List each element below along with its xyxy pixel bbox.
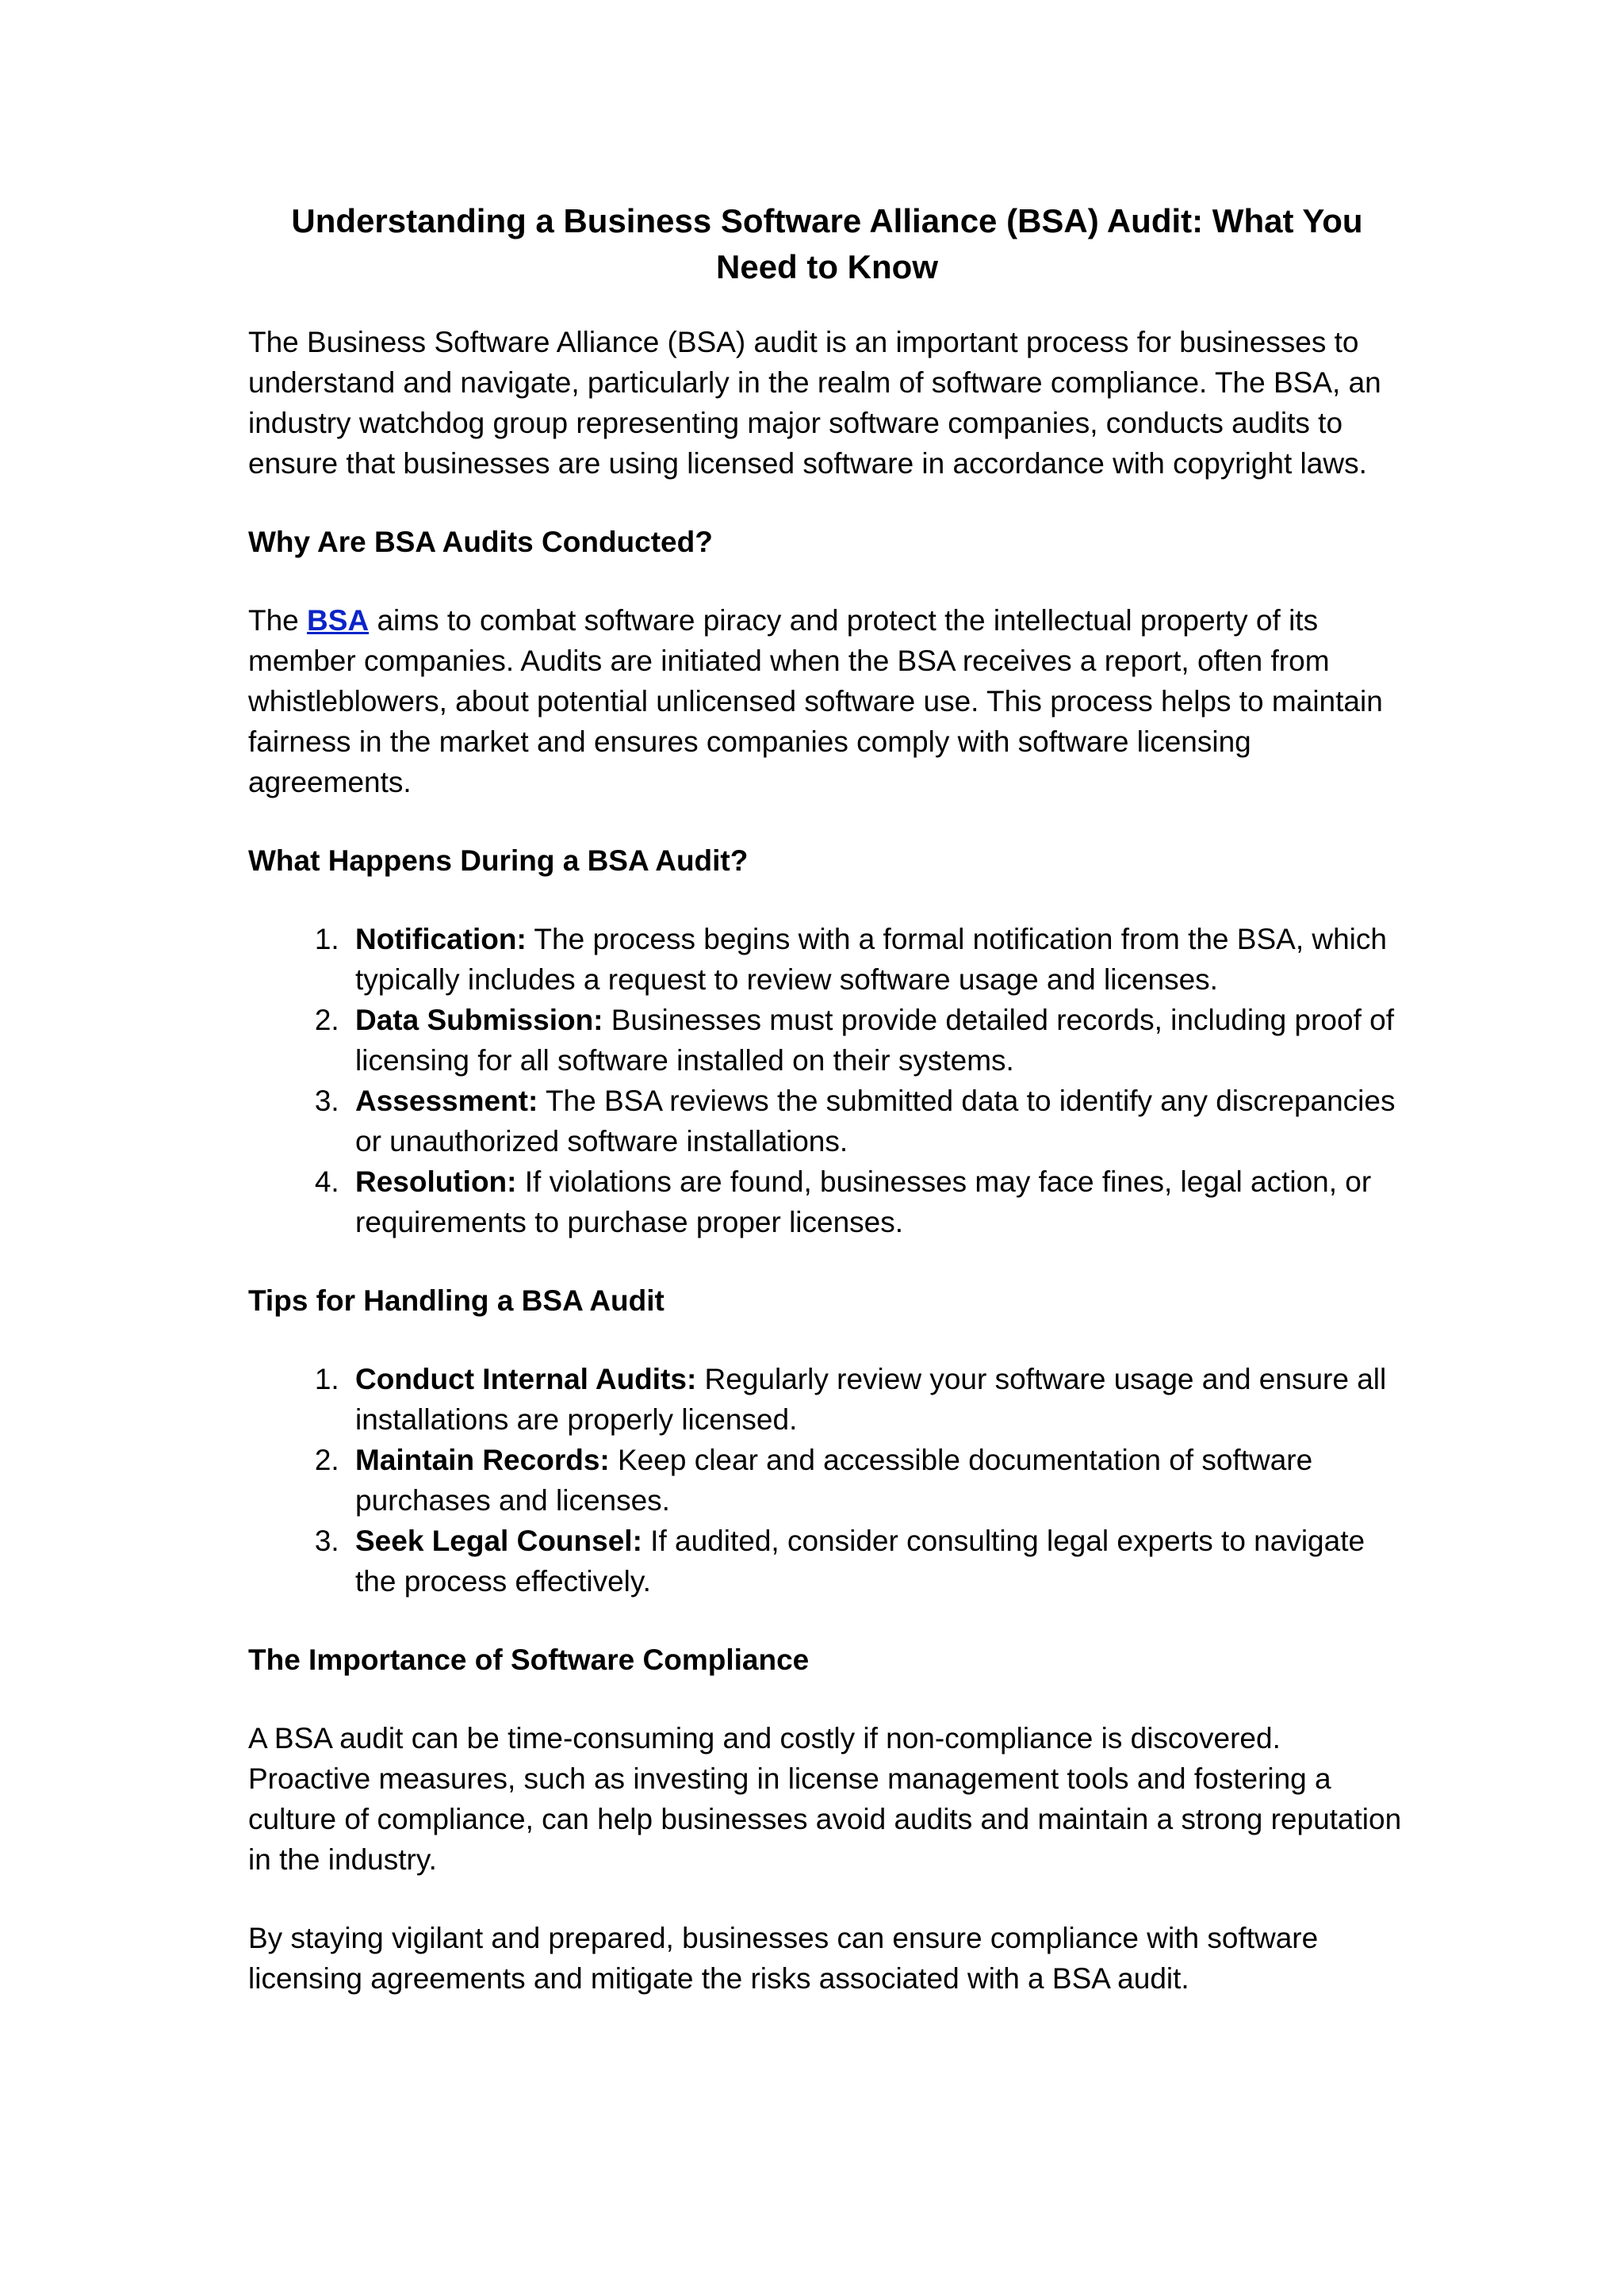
list-item-text: The BSA reviews the submitted data to identify any discrepancies or unauthorized software installations. xyxy=(355,1085,1396,1158)
bsa-link[interactable]: BSA xyxy=(307,604,370,637)
section-heading-tips: Tips for Handling a BSA Audit xyxy=(248,1284,665,1317)
document-page xyxy=(248,198,1406,2037)
list-item-label: Resolution: xyxy=(355,1165,517,1198)
audit-steps-list xyxy=(248,919,1406,1242)
list-item-label: Seek Legal Counsel: xyxy=(355,1525,642,1557)
list-item-text: Regularly review your software usage and ensure all installations are properly licensed. xyxy=(355,1363,1387,1436)
list-item-text: Businesses must provide detailed records, including proof of licensing for all software installed on their systems. xyxy=(355,1004,1394,1077)
list-item-text: If audited, consider consulting legal experts to navigate the process effectively. xyxy=(355,1525,1365,1598)
list-item-label: Notification: xyxy=(355,923,527,955)
section-heading-importance: The Importance of Software Compliance xyxy=(248,1644,810,1676)
list-item-label: Maintain Records: xyxy=(355,1444,610,1476)
why-text-rest: aims to combat software piracy and protect the intellectual property of its member companies. Audits are initiated when the BSA receives a report, often from whistleblowers, about potential unlicensed software use. This process helps to maintain fairness in the market and ensures companies comply with software licensing agreements. xyxy=(248,604,1383,798)
list-item xyxy=(347,1161,1406,1242)
list-item-label: Assessment: xyxy=(355,1085,538,1117)
closing-paragraph: By staying vigilant and prepared, businesses can ensure compliance with software licensing agreements and mitigate the risks associated with a BSA audit. xyxy=(248,1922,1319,1995)
document-title: Understanding a Business Software Alliance (BSA) Audit: What You Need to Know xyxy=(291,202,1363,285)
list-item xyxy=(347,1440,1406,1521)
why-paragraph xyxy=(248,600,1406,802)
tips-list xyxy=(248,1359,1406,1601)
list-item-text: Keep clear and accessible documentation of software purchases and licenses. xyxy=(355,1444,1313,1517)
list-item-label: Conduct Internal Audits: xyxy=(355,1363,697,1395)
list-item xyxy=(347,1359,1406,1440)
list-item-label: Data Submission: xyxy=(355,1004,603,1036)
list-item-text: The process begins with a formal notification from the BSA, which typically includes a request to review software usage and licenses. xyxy=(355,923,1387,996)
importance-paragraph: A BSA audit can be time-consuming and costly if non-compliance is discovered. Proactive measures, such as investing in license management tools and fostering a culture of compliance, can help businesses avoid audits and maintain a strong reputation in the industry. xyxy=(248,1722,1402,1876)
section-heading-what-happens: What Happens During a BSA Audit? xyxy=(248,844,749,877)
list-item-text: If violations are found, businesses may face fines, legal action, or requirements to purchase proper licenses. xyxy=(355,1165,1372,1238)
list-item xyxy=(347,1000,1406,1081)
section-heading-why: Why Are BSA Audits Conducted? xyxy=(248,526,713,558)
list-item xyxy=(347,1521,1406,1601)
list-item xyxy=(347,1081,1406,1161)
why-text-start: The xyxy=(248,604,308,637)
list-item xyxy=(347,919,1406,1000)
intro-paragraph: The Business Software Alliance (BSA) audit is an important process for businesses to understand and navigate, particularly in the realm of software compliance. The BSA, an industry watchdog group representing major software companies, conducts audits to ensure that businesses are using licensed software in accordance with copyright laws. xyxy=(248,326,1381,480)
